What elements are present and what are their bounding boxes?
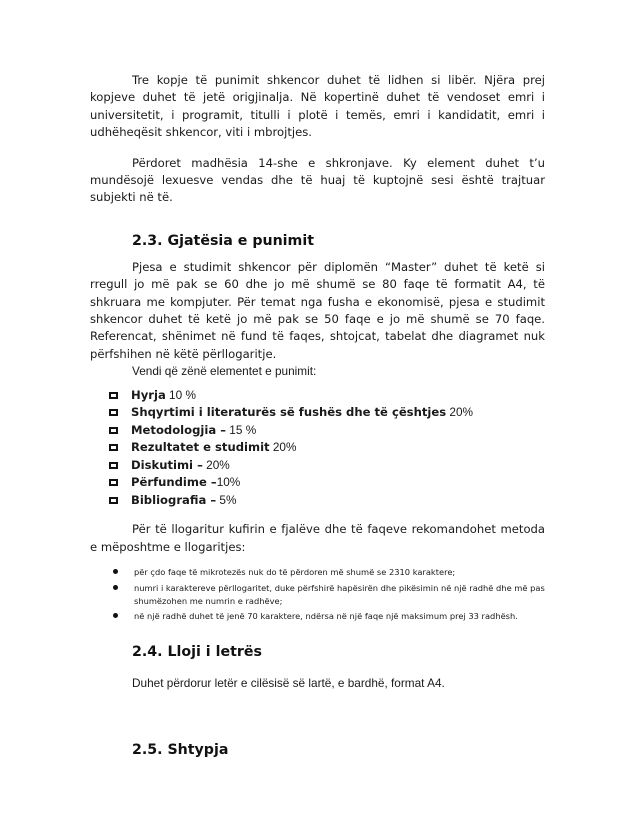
heading-paper-type: 2.4. Lloji i letrës	[132, 644, 262, 661]
heading-length: 2.3. Gjatësia e punimit	[132, 232, 314, 249]
list-item: Metodologjia – 15 %	[90, 422, 545, 440]
list-item: Hyrja 10 %	[90, 387, 545, 405]
paragraph-length: Pjesa e studimit shkencor për diplomën “Master” duhet të ketë si rregull jo më pak se 60 dhe jo më shumë se 80 faqe të formatit A4, të shkruara me kompjuter. Për temat nga fusha e ekonomisë, pjesa e studimit shkencor duhet të ketë jo më pak se 50 faqe e jo më shumë se 70 faqe. Referencat, shënimet në fund të faqes, shtojcat, tabelat dhe diagramet nuk përfshihen në këtë përllogaritje.	[90, 259, 545, 361]
list-item: për çdo faqe të mikrotezës nuk do të përdoren më shumë se 2310 karaktere;	[90, 566, 545, 579]
list-item: Shqyrtimi i literaturës së fushës dhe të çështjes 20%	[90, 404, 545, 422]
paragraph-font-size: Përdoret madhësia 14-she e shkronjave. Ky element duhet t’u mundësojë lexuesve vendas dhe të huaj të kuptojnë sesi është trajtuar subjekti në të.	[90, 155, 545, 205]
square-bullet-icon	[109, 497, 118, 504]
bullet-dot-icon	[113, 613, 118, 618]
heading-printing: 2.5. Shtypja	[132, 741, 229, 758]
paragraph-paper: Duhet përdorur letër e cilësisë së lartë, e bardhë, format A4.	[132, 676, 445, 691]
list-item: Bibliografia – 5%	[90, 492, 545, 510]
square-bullet-icon	[109, 444, 118, 451]
square-bullet-icon	[109, 479, 118, 486]
paragraph-elements-intro: Vendi që zënë elementet e punimit:	[132, 364, 317, 379]
list-item: numri i karaktereve përllogaritet, duke përfshirë hapësirën dhe pikësimin në një radhë dhe më pas shumëzohen me numrin e radhëve;	[90, 582, 545, 608]
square-bullet-icon	[109, 427, 118, 434]
rules-list	[90, 566, 545, 623]
bullet-dot-icon	[113, 569, 118, 574]
paragraph-copies: Tre kopje të punimit shkencor duhet të lidhen si libër. Njëra prej kopjeve duhet të jetë origjinalja. Në kopertinë duhet të vendoset emri i universitetit, i programit, titulli i plotë i temës, emri i kandidatit, emri i udhëheqësit shkencor, viti i mbrojtjes.	[90, 73, 545, 140]
document-page	[90, 72, 545, 758]
list-item: Rezultatet e studimit 20%	[90, 439, 545, 457]
paragraph-calculation: Për të llogaritur kufirin e fjalëve dhe të faqeve rekomandohet metoda e mëposhtme e llogaritjes:	[90, 522, 545, 554]
square-bullet-icon	[109, 462, 118, 469]
list-item: Diskutimi – 20%	[90, 457, 545, 475]
elements-list	[90, 387, 545, 510]
square-bullet-icon	[109, 392, 118, 399]
bullet-dot-icon	[113, 585, 118, 590]
list-item: Përfundime –10%	[90, 474, 545, 492]
square-bullet-icon	[109, 409, 118, 416]
list-item: në një radhë duhet të jenë 70 karaktere, ndërsa në një faqe një maksimum prej 33 radhësh.	[90, 610, 545, 623]
